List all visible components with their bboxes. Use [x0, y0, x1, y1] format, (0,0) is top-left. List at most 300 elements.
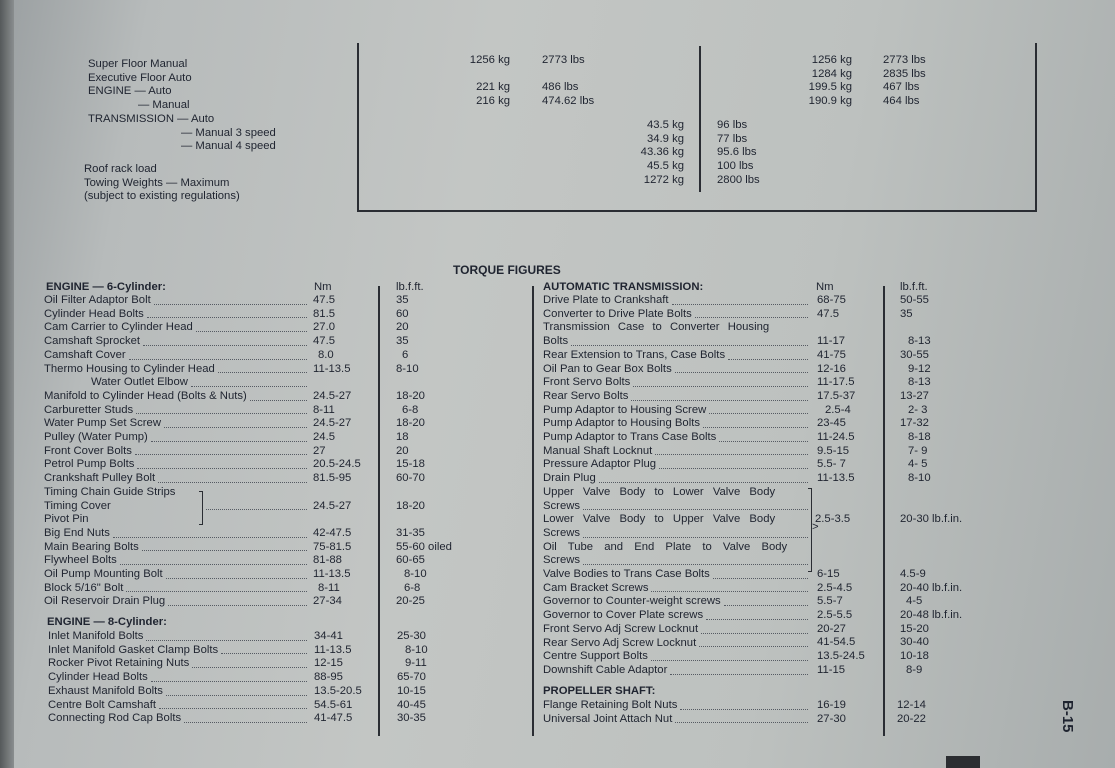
spec-value [448, 68, 510, 82]
nm-value: 12-15 [314, 657, 343, 670]
lbft-value [900, 321, 962, 335]
spec-col2-lbs [883, 54, 926, 109]
lbft-value: 20-30 lb.f.in. [900, 513, 963, 526]
list-item [543, 541, 811, 555]
lbft-value: 18 [396, 431, 409, 444]
lbft-value [900, 500, 962, 514]
list-item [44, 404, 310, 418]
list-item [44, 431, 310, 445]
spec-label: — Manual 3 speed [181, 126, 276, 139]
right-column-rule [883, 286, 885, 736]
spec-col2-kg [784, 54, 852, 109]
list-item [543, 376, 811, 390]
list-item [48, 685, 310, 699]
list-item [44, 349, 310, 363]
nm-value: 23-45 [817, 417, 846, 430]
lbft-value: 20 [396, 321, 409, 334]
lbft-value: 18-20 [396, 417, 425, 430]
nm-value: 11-17.5 [817, 376, 855, 389]
spec-label: Roof rack load [84, 163, 157, 175]
lbft-value: 20-22 [897, 712, 926, 725]
lbft-value [900, 527, 962, 541]
list-item [44, 500, 310, 514]
lbft-value [396, 376, 452, 390]
item-label: Water Pump Set Screw [44, 417, 161, 430]
auto-labels [543, 294, 811, 678]
list-item [44, 390, 310, 404]
lbft-value: 12-14 [897, 699, 926, 711]
nm-value: 6-15 [817, 567, 840, 580]
nm-value: 68-75 [817, 294, 846, 306]
nm-value: 2.5-4 [825, 403, 851, 416]
center-column-rule [532, 286, 534, 736]
spec-value: 95.6 lbs [717, 146, 757, 159]
nm-value: 47.5 [313, 294, 335, 306]
spec-value: 486 lbs [542, 81, 579, 94]
lbft-value: 8-10 [396, 362, 419, 375]
list-item [44, 541, 310, 555]
lbft-value: 20-25 [396, 595, 425, 608]
lbft-value: 15-18 [396, 458, 425, 471]
lbft-value: 15-20 [900, 622, 929, 635]
lbft-value: 8-10 [908, 472, 931, 485]
lbft-value: 25-30 [397, 630, 426, 642]
item-label: Oil Reservoir Drain Plug [44, 595, 166, 608]
item-label: Thermo Housing to Cylinder Head [44, 362, 215, 375]
nm-value: 24.5-27 [313, 499, 352, 512]
item-label: Flange Retaining Bolt Nuts [543, 699, 678, 711]
lbft-value: 10-15 [397, 684, 426, 697]
lbft-value: 13-27 [900, 389, 929, 402]
lbft-value: 40-45 [397, 698, 426, 711]
spec-value: 1284 kg [811, 67, 852, 80]
nm-value: 2.5-4.5 [817, 581, 853, 594]
lbft-value: 4.5-9 [900, 567, 926, 580]
book-spine [0, 0, 14, 768]
nm-value: 81-88 [313, 554, 342, 567]
item-label: Front Servo Adj Screw Locknut [543, 622, 699, 635]
item-label: Inlet Manifold Bolts [48, 630, 144, 642]
nm-value [313, 376, 361, 390]
list-item [44, 472, 310, 486]
nm-value [313, 486, 361, 500]
nm-value: 41-54.5 [817, 636, 856, 649]
list-item [44, 458, 310, 472]
item-label: Cylinder Head Bolts [48, 671, 148, 684]
item-label: Pulley (Water Pump) [44, 431, 148, 444]
nm-value: 13.5-24.5 [817, 650, 865, 663]
page-corner-shadow [946, 756, 980, 768]
lbft-value: 8-18 [908, 431, 931, 444]
spec-mid-lbs [717, 119, 760, 188]
spec-col1-lbs [542, 54, 594, 109]
nm-value: 8.0 [318, 348, 334, 361]
spec-value: 100 lbs [717, 160, 754, 173]
spec-value: 34.9 kg [646, 132, 684, 145]
spec-value: 2800 lbs [717, 173, 760, 186]
nm-value: 5.5- 7 [817, 458, 846, 471]
lbft-value [396, 486, 452, 500]
spec-label: — Manual [138, 99, 190, 112]
auto-lbft [900, 294, 962, 678]
item-label: Oil Pan to Gear Box Bolts [543, 362, 672, 375]
item-label: Centre Bolt Camshaft [48, 698, 156, 711]
nm-value: 11-13.5 [313, 568, 351, 581]
lbft-value: 18-20 [396, 389, 425, 402]
list-item [48, 630, 310, 644]
lbft-value: 8-9 [906, 663, 923, 676]
spec-value: 216 kg [476, 95, 510, 108]
lbft-value: 4-5 [906, 595, 923, 608]
nm-value [817, 321, 865, 335]
list-item [543, 349, 811, 363]
nm-value: 27 [313, 444, 326, 457]
item-label: Drive Plate to Crankshaft [543, 294, 669, 306]
nm-value [817, 554, 865, 568]
list-item [543, 554, 811, 568]
list-item [44, 527, 310, 541]
list-item [543, 595, 811, 609]
nm-value: 11-17 [817, 335, 846, 348]
nm-header: Nm [314, 281, 332, 293]
list-item [543, 458, 811, 472]
list-item [543, 713, 811, 727]
list-item [543, 609, 811, 623]
list-item [543, 527, 811, 541]
item-label: Front Servo Bolts [543, 376, 631, 389]
list-item [543, 472, 811, 486]
nm-value: 27-34 [313, 595, 342, 608]
item-label: Oil Tube and End Plate to Valve Body [543, 540, 788, 553]
list-item [44, 363, 310, 377]
lbft-value: 9-11 [405, 657, 427, 670]
nm-value: 47.5 [313, 335, 335, 348]
item-label: Cam Carrier to Cylinder Head [44, 321, 193, 334]
list-item [44, 308, 310, 322]
list-item [44, 582, 310, 596]
list-item [543, 404, 811, 418]
auto-nm [817, 294, 865, 678]
list-item [543, 699, 811, 713]
spec-value: 2835 lbs [883, 67, 926, 80]
list-item [543, 664, 811, 678]
spec-label: TRANSMISSION — Auto [88, 112, 215, 125]
arrow-marker: > [812, 521, 819, 533]
prop-nm [817, 699, 846, 726]
item-label: Screws [543, 526, 581, 539]
item-label: Camshaft Cover [44, 348, 126, 361]
nm-value: 41-75 [817, 348, 846, 361]
engine8-labels [48, 630, 310, 726]
lbft-value: 30-40 [900, 636, 929, 649]
nm-value: 16-19 [817, 699, 846, 711]
item-label: Connecting Rod Cap Bolts [48, 712, 182, 725]
spec-value: 1256 kg [811, 54, 852, 66]
item-label: Rear Servo Bolts [543, 389, 629, 402]
bracket [199, 491, 203, 525]
nm-value: 41-47.5 [314, 712, 353, 725]
spec-col1-kg [448, 54, 510, 109]
list-item [44, 486, 310, 500]
item-label: Converter to Drive Plate Bolts [543, 307, 692, 320]
item-label: Block 5/16" Bolt [44, 581, 124, 594]
lbft-value [900, 554, 962, 568]
nm-value: 11-13.5 [313, 362, 351, 375]
spec-value: 96 lbs [717, 119, 748, 131]
engine8-nm [314, 630, 362, 726]
item-label: Oil Pump Mounting Bolt [44, 568, 163, 581]
lbft-value: 8-13 [908, 376, 931, 389]
nm-value [313, 513, 361, 527]
list-item [48, 699, 310, 713]
item-label: Universal Joint Attach Nut [543, 712, 673, 725]
list-item [44, 568, 310, 582]
list-item [543, 500, 811, 514]
list-item [543, 363, 811, 377]
spec-label: ENGINE — Auto [88, 85, 172, 98]
spec-label: Towing Weights — Maximum [84, 176, 230, 189]
item-label: Inlet Manifold Gasket Clamp Bolts [48, 643, 219, 656]
nm-value [817, 500, 865, 514]
nm-value: 2.5-3.5 [815, 513, 851, 526]
item-label: Timing Chain Guide Strips [44, 485, 176, 498]
item-label: Flywheel Bolts [44, 554, 117, 567]
spec-value: 2773 lbs [883, 54, 926, 66]
nm-value: 17.5-37 [817, 389, 856, 402]
nm-value: 24.5-27 [313, 417, 352, 430]
nm-value: 81.5 [313, 307, 335, 320]
list-item [48, 671, 310, 685]
item-label: Oil Filter Adaptor Bolt [44, 294, 151, 306]
list-item [44, 445, 310, 459]
item-label: Timing Cover [44, 499, 111, 512]
list-item [543, 650, 811, 664]
item-label: Pump Adaptor to Housing Bolts [543, 417, 700, 430]
list-item [543, 335, 811, 349]
item-label: Governor to Cover Plate screws [543, 609, 704, 622]
lbft-value: 7- 9 [908, 444, 928, 457]
nm-value: 75-81.5 [313, 540, 352, 553]
list-item [543, 294, 811, 308]
nm-value: 27.0 [313, 321, 335, 334]
lbft-value: 8-13 [908, 335, 931, 348]
list-item [44, 513, 310, 527]
list-item [44, 417, 310, 431]
spec-value: 467 lbs [883, 81, 920, 94]
spec-value: 190.9 kg [808, 95, 852, 108]
nm-value: 27-30 [817, 712, 846, 725]
list-item [543, 582, 811, 596]
nm-value: 5.5-7 [817, 595, 843, 608]
prop-labels [543, 699, 811, 726]
item-label: Front Cover Bolts [44, 444, 132, 457]
item-label: Pivot Pin [44, 513, 89, 526]
item-label: Rear Servo Adj Screw Locknut [543, 636, 697, 649]
spec-value [542, 68, 594, 82]
specs-box-divider [699, 46, 701, 192]
nm-value: 88-95 [314, 671, 343, 684]
nm-value: 34-41 [314, 630, 343, 642]
lbft-value: 55-60 oiled [396, 540, 452, 553]
specs-labels-2 [84, 163, 240, 204]
list-item [48, 712, 310, 726]
list-item [543, 486, 811, 500]
lbft-value: 4- 5 [908, 458, 928, 471]
prop-lbft [897, 699, 926, 726]
page-title: TORQUE FIGURES [453, 263, 561, 277]
lbft-value: 10-18 [900, 650, 929, 663]
specs-labels [88, 58, 276, 154]
item-label: Main Bearing Bolts [44, 540, 139, 553]
spec-value: 199.5 kg [808, 81, 852, 94]
item-label: Centre Support Bolts [543, 650, 648, 663]
spec-value: 1256 kg [469, 54, 510, 66]
item-label: Carburetter Studs [44, 403, 134, 416]
lbft-value: 31-35 [396, 526, 425, 539]
list-item [44, 376, 310, 390]
nm-value: 20-27 [817, 622, 846, 635]
nm-value: 81.5-95 [313, 472, 352, 485]
engine6-nm [313, 294, 361, 609]
nm-value: 11-15 [817, 663, 846, 676]
nm-value: 8-11 [313, 403, 335, 416]
item-label: Rear Extension to Trans, Case Bolts [543, 348, 726, 361]
item-label: Rocker Pivot Retaining Nuts [48, 657, 190, 670]
propeller-shaft-heading: PROPELLER SHAFT: [543, 685, 656, 697]
spec-label: Executive Floor Auto [88, 71, 192, 84]
item-label: Pressure Adaptor Plug [543, 458, 657, 471]
nm-value: 42-47.5 [313, 526, 352, 539]
list-item [543, 445, 811, 459]
nm-value [817, 541, 865, 555]
spec-value: 2773 lbs [542, 54, 585, 66]
list-item [44, 554, 310, 568]
list-item [543, 637, 811, 651]
item-label: Exhaust Manifold Bolts [48, 684, 163, 697]
nm-value: 12-16 [817, 362, 846, 375]
lbft-value: 9-12 [908, 362, 931, 375]
list-item [48, 644, 310, 658]
lbft-value: 20 [396, 444, 409, 457]
spec-value: 464 lbs [883, 95, 920, 108]
lbft-value [900, 541, 962, 555]
item-label: Water Outlet Elbow [91, 376, 188, 389]
lbft-value: 65-70 [397, 671, 426, 684]
nm-value: 11-13.5 [817, 472, 855, 485]
spec-value: 1272 kg [643, 173, 684, 186]
lbft-value: 35 [396, 294, 409, 306]
spec-value: 221 kg [476, 81, 510, 94]
lbft-value: 60 [396, 307, 409, 320]
nm-value: 9.5-15 [817, 444, 850, 457]
nm-value: 24.5 [313, 431, 335, 444]
item-label: Screws [543, 499, 581, 512]
lbft-value [396, 513, 452, 527]
lbft-value: 6-8 [402, 403, 419, 416]
engine6-lbft [396, 294, 452, 609]
lbft-header: lb.f.ft. [900, 281, 928, 293]
item-label: Lower Valve Body to Upper Valve Body [543, 513, 776, 526]
item-label: Pump Adaptor to Housing Screw [543, 403, 707, 416]
lbft-value: 17-32 [900, 417, 929, 430]
item-label: Big End Nuts [44, 526, 110, 539]
spec-value: 45.5 kg [646, 160, 684, 173]
lbft-value: 6 [402, 348, 409, 361]
list-item [44, 595, 310, 609]
item-label: Pump Adaptor to Trans Case Bolts [543, 431, 717, 444]
item-label: Governor to Counter-weight screws [543, 595, 721, 608]
list-item [44, 335, 310, 349]
item-label: Valve Bodies to Trans Case Bolts [543, 568, 710, 581]
nm-value: 2.5-5.5 [817, 609, 853, 622]
nm-value: 13.5-20.5 [314, 684, 362, 697]
engine6-labels [44, 294, 310, 609]
item-label: Drain Plug [543, 472, 596, 485]
spec-mid-kg [614, 119, 684, 188]
spec-value: 474.62 lbs [542, 95, 595, 108]
nm-value: 11-24.5 [817, 431, 855, 444]
list-item [543, 321, 811, 335]
item-label: Downshift Cable Adaptor [543, 663, 668, 676]
item-label: Petrol Pump Bolts [44, 458, 135, 471]
nm-value: 11-13.5 [314, 643, 352, 656]
item-label: Screws [543, 554, 581, 567]
auto-transmission-heading: AUTOMATIC TRANSMISSION: [543, 281, 704, 293]
lbft-value: 35 [900, 307, 913, 320]
page-number: B-15 [1059, 700, 1076, 733]
list-item [543, 417, 811, 431]
item-label: Manifold to Cylinder Head (Bolts & Nuts) [44, 389, 247, 402]
list-item [543, 568, 811, 582]
list-item [543, 308, 811, 322]
nm-value: 54.5-61 [314, 698, 353, 711]
lbft-value: 18-20 [396, 499, 425, 512]
spec-label: Super Floor Manual [88, 58, 188, 70]
engine8-lbft [397, 630, 428, 726]
spec-label: — Manual 4 speed [181, 140, 276, 153]
list-item [44, 321, 310, 335]
nm-value: 8-11 [318, 581, 340, 594]
lbft-value: 60-70 [396, 472, 425, 485]
lbft-value: 30-55 [900, 348, 929, 361]
lbft-value: 2- 3 [908, 403, 928, 416]
spec-value: 43.36 kg [640, 146, 684, 159]
spec-value: 77 lbs [717, 132, 748, 145]
item-label: Bolts [543, 335, 569, 348]
lbft-value: 50-55 [900, 294, 929, 306]
list-item [543, 431, 811, 445]
lbft-value: 6-8 [404, 581, 421, 594]
lbft-value: 30-35 [397, 712, 426, 725]
list-item [44, 294, 310, 308]
item-label: Manual Shaft Locknut [543, 444, 653, 457]
item-label: Cam Bracket Screws [543, 581, 649, 594]
nm-value: 47.5 [817, 307, 839, 320]
lbft-value: 35 [396, 335, 409, 348]
item-label: Transmission Case to Converter Housing [543, 321, 770, 334]
list-item [48, 657, 310, 671]
nm-value: 20.5-24.5 [313, 458, 361, 471]
list-item [543, 623, 811, 637]
spec-label: (subject to existing regulations) [84, 190, 240, 203]
nm-value: 24.5-27 [313, 389, 352, 402]
lbft-value: 8-10 [405, 643, 428, 656]
item-label: Camshaft Sprocket [44, 335, 141, 348]
item-label: Crankshaft Pulley Bolt [44, 472, 156, 485]
nm-value [817, 486, 865, 500]
list-item [543, 390, 811, 404]
lbft-value: 60-65 [396, 554, 425, 567]
